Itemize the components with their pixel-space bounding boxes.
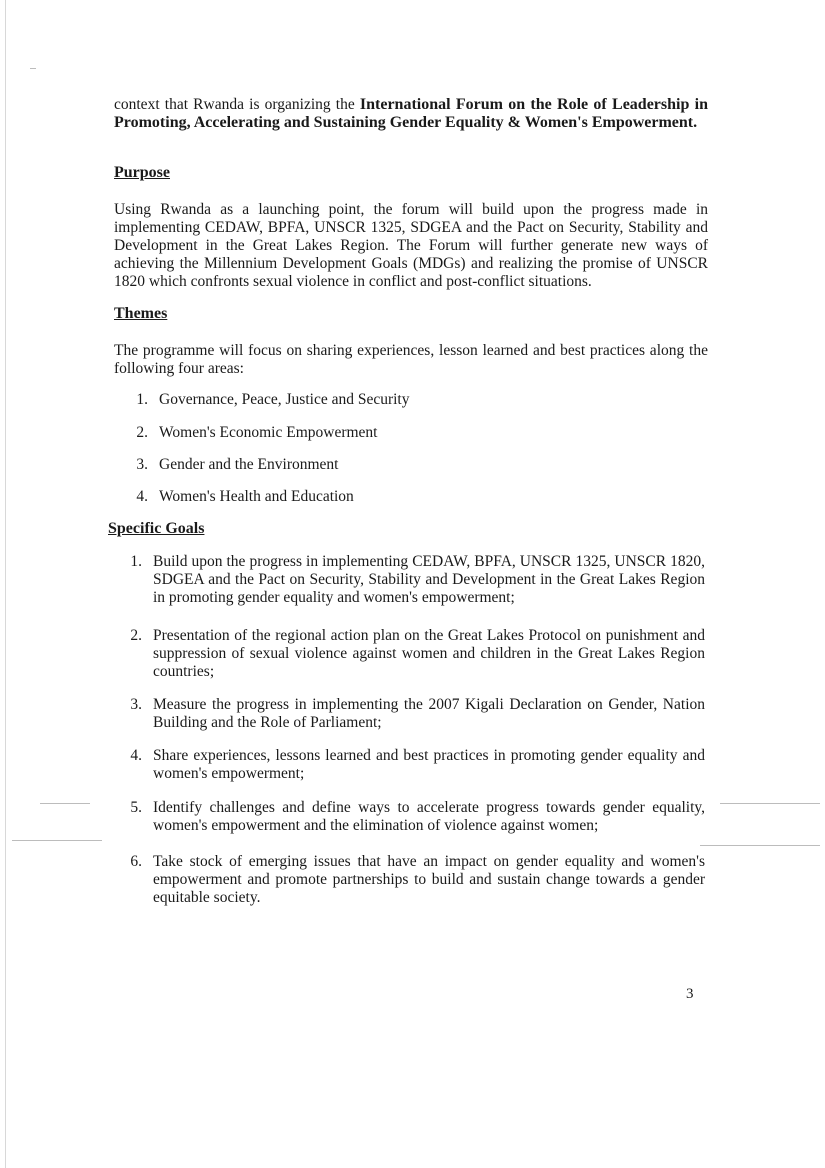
page-number: 3	[686, 986, 694, 1002]
scan-speck	[30, 68, 36, 69]
theme-number: 2.	[136, 424, 148, 441]
goal-number: 6.	[130, 853, 142, 870]
theme-item: Governance, Peace, Justice and Security	[159, 391, 410, 408]
forum-title: International Forum on the Role of Leadership in Promoting, Accelerating and Sustaining Gender Equality & Women's Empowerment.	[114, 96, 708, 131]
intro-text: context that Rwanda is organizing the	[114, 96, 360, 113]
intro-paragraph	[114, 96, 708, 132]
theme-number: 1.	[136, 391, 148, 408]
goal-number: 1.	[130, 553, 142, 570]
goal-item: Share experiences, lessons learned and best practices in promoting gender equality and women's empowerment;	[153, 747, 705, 782]
theme-item: Women's Health and Education	[159, 488, 354, 505]
goal-item: Presentation of the regional action plan on the Great Lakes Protocol on punishment and suppression of sexual violence against women and children in the Great Lakes Region countries;	[153, 627, 705, 680]
purpose-heading: Purpose	[114, 164, 170, 181]
goal-item: Identify challenges and define ways to accelerate progress towards gender equality, women's empowerment and the elimination of violence against women;	[153, 799, 705, 834]
scan-speck	[720, 803, 820, 804]
goal-item: Build upon the progress in implementing CEDAW, BPFA, UNSCR 1325, UNSCR 1820, SDGEA and the Pact on Security, Stability and Development in the Great Lakes Region in promoting gender equality and women's empowerment;	[153, 553, 705, 606]
goal-item: Measure the progress in implementing the 2007 Kigali Declaration on Gender, Nation Building and the Role of Parliament;	[153, 696, 705, 731]
theme-item: Women's Economic Empowerment	[159, 424, 378, 441]
theme-number: 3.	[136, 456, 148, 473]
goal-number: 2.	[130, 627, 142, 644]
purpose-paragraph: Using Rwanda as a launching point, the forum will build upon the progress made in implementing CEDAW, BPFA, UNSCR 1325, SDGEA and the Pact on Security, Stability and Development in the Great Lakes Region. The Forum will further generate new ways of achieving the Millennium Development Goals (MDGs) and realizing the promise of UNSCR 1820 which confronts sexual violence in conflict and post-conflict situations.	[114, 201, 708, 290]
goal-number: 4.	[130, 747, 142, 764]
theme-item: Gender and the Environment	[159, 456, 339, 473]
goal-item: Take stock of emerging issues that have an impact on gender equality and women's empowerment and promote partnerships to build and sustain change towards a gender equitable society.	[153, 853, 705, 906]
themes-paragraph: The programme will focus on sharing experiences, lesson learned and best practices along the following four areas:	[114, 342, 708, 377]
themes-heading: Themes	[114, 305, 168, 322]
theme-number: 4.	[136, 488, 148, 505]
scan-margin-line	[5, 0, 6, 1168]
goal-number: 3.	[130, 696, 142, 713]
scan-speck	[700, 845, 820, 846]
goal-number: 5.	[130, 799, 142, 816]
scan-speck	[12, 840, 102, 841]
scan-speck	[40, 803, 90, 804]
goals-heading: Specific Goals	[108, 520, 205, 537]
